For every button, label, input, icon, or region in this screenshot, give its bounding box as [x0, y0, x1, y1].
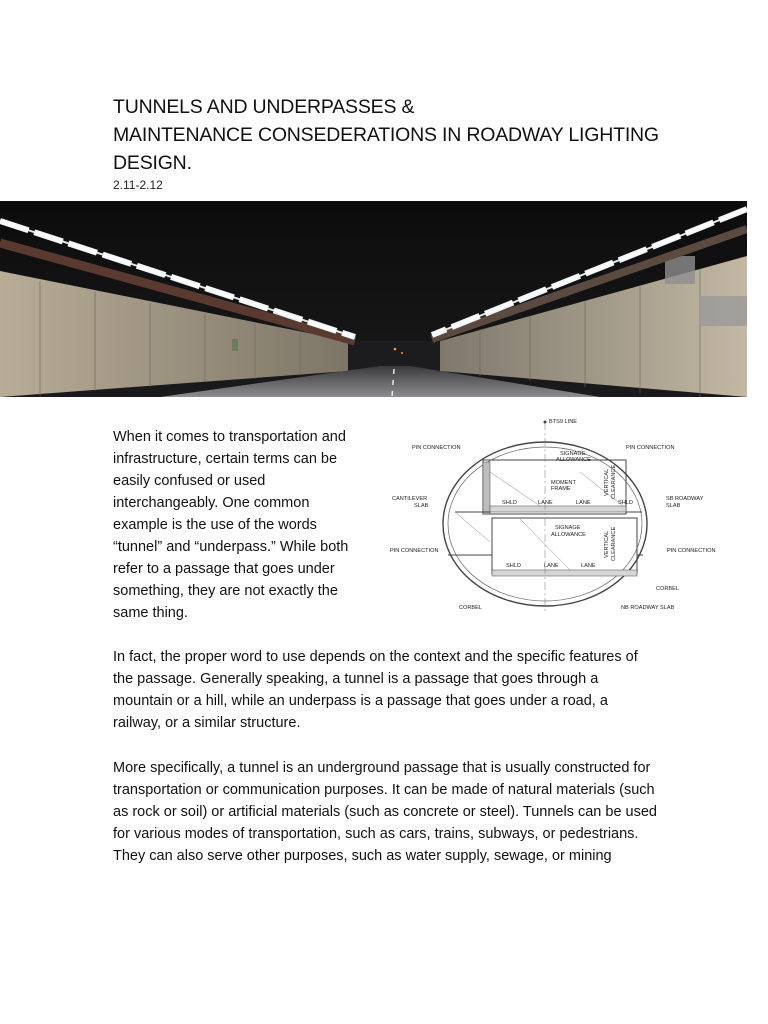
diagram-label-shld-top-left: SHLD [502, 500, 517, 506]
diagram-label-pin-mid-right: PIN CONNECTION [667, 548, 716, 554]
diagram-label-signage-bottom-1: SIGNAGE [555, 525, 581, 531]
tunnel-cross-section-diagram [380, 412, 720, 617]
diagram-label-sb-roadway-1: SB ROADWAY [666, 496, 704, 502]
diagram-label-vertical-top-1: VERTICAL [604, 468, 610, 496]
diagram-label-vertical-top-2: CLEARANCE [611, 464, 617, 499]
body-paragraph-1: In fact, the proper word to use depends on the context and the specific features of the passage. Generally speaking, a tunnel is a passage that goes through a mountain or a hill, while an underpass is a passage that goes under a road, a railway, or a similar structure. [113, 649, 638, 731]
diagram-label-signage-top-2: ALLOWANCE [556, 457, 591, 463]
diagram-label-nb-roadway: NB ROADWAY SLAB [621, 605, 675, 611]
diagram-label-lane-bottom-2: LANE [581, 563, 596, 569]
diagram-label-lane-bottom-1: LANE [544, 563, 559, 569]
diagram-label-shld-top-right: SHLD [618, 500, 633, 506]
diagram-label-cantilever-1: CANTILEVER [392, 496, 428, 502]
intro-paragraph: When it comes to transportation and infrastructure, certain terms can be easily confused or used interchangeably. One common example is the use of the words “tunnel” and “underpass.” While both refer to a passage that goes under something, they are not exactly the same thing. [113, 429, 349, 621]
diagram-label-shld-bottom: SHLD [506, 563, 521, 569]
diagram-label-vertical-bottom-2: CLEARANCE [611, 526, 617, 561]
section-number: 2.11-2.12 [113, 178, 163, 192]
diagram-label-pin-top-left: PIN CONNECTION [412, 445, 461, 451]
diagram-label-lane-top-2: LANE [576, 500, 591, 506]
diagram-label-moment-frame-1: MOMENT [551, 480, 576, 486]
diagram-label-cantilever-2: SLAB [414, 503, 429, 509]
body-paragraph-2: More specifically, a tunnel is an underground passage that is usually constructed for transportation or communication purposes. It can be made of natural materials (such as rock or soil) or artificial materials (such as concrete or steel). Tunnels can be used for various modes of transportation, such as cars, trains, subways, or pedestrians. They can also serve other purposes, such as water supply, sewage, or mining [113, 760, 657, 864]
tunnel-photo [0, 201, 747, 397]
title-line-1: TUNNELS AND UNDERPASSES & [113, 96, 415, 118]
diagram-label-lane-top-1: LANE [538, 500, 553, 506]
diagram-label-signage-top-1: SIGNAGE [560, 451, 586, 457]
title-line-2: MAINTENANCE CONSEDERATIONS IN ROADWAY LIGHTING [113, 124, 659, 146]
diagram-label-signage-bottom-2: ALLOWANCE [551, 532, 586, 538]
title-line-3: DESIGN. [113, 152, 192, 174]
diagram-label-corbel-left: CORBEL [459, 605, 483, 611]
document-title [113, 93, 673, 177]
diagram-label-corbel-right: CORBEL [656, 586, 680, 592]
diagram-label-moment-frame-2: FRAME [551, 486, 571, 492]
diagram-label-pin-mid-left: PIN CONNECTION [390, 548, 439, 554]
diagram-label-vertical-bottom-1: VERTICAL [604, 530, 610, 558]
diagram-label-bts-line: BTS9 LINE [549, 419, 577, 425]
tunnel-photo-illustration [0, 201, 747, 397]
diagram-label-sb-roadway-2: SLAB [666, 503, 681, 509]
diagram-label-pin-top-right: PIN CONNECTION [626, 445, 675, 451]
